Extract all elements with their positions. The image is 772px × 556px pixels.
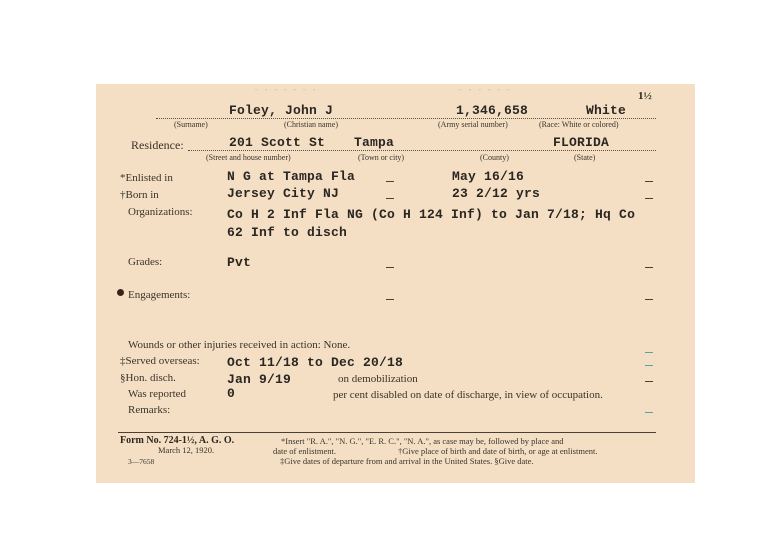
faint-top-right-text: - - - - - - [458, 86, 511, 95]
field-dash [386, 198, 394, 199]
was-reported-label: Was reported [128, 388, 187, 400]
born-value: Jersey City NJ [227, 186, 340, 201]
footnote-line-2b: †Give place of birth and date of birth, or age at enlistment. [398, 446, 598, 456]
was-reported-suffix: per cent disabled on date of discharge, in view of occupation. [333, 389, 603, 401]
residence-label: Residence: [131, 138, 184, 152]
grades-label: Grades: [128, 256, 163, 268]
residence-row-rule [188, 150, 656, 151]
form-code: 3—7658 [128, 457, 155, 466]
enlisted-label: *Enlisted in [120, 172, 173, 184]
town-caption: (Town or city) [358, 153, 405, 162]
state-caption: (State) [574, 153, 596, 162]
grades-value: Pvt [227, 255, 252, 270]
footnote-line-2a: date of enlistment. [273, 446, 337, 456]
punch-hole [117, 289, 124, 296]
field-dash [645, 181, 653, 182]
christian-name-caption: (Christian name) [284, 120, 338, 129]
footer-rule [118, 432, 656, 433]
state-value: FLORIDA [553, 135, 610, 150]
field-dash [386, 267, 394, 268]
field-dash [386, 181, 394, 182]
organizations-label: Organizations: [128, 206, 193, 218]
field-dash [645, 381, 653, 382]
field-dash [386, 299, 394, 300]
name-row-rule [156, 118, 656, 119]
town-value: Tampa [354, 135, 395, 150]
corner-number: 1½ [638, 90, 652, 102]
street-caption: (Street and house number) [206, 153, 291, 162]
form-number: Form No. 724-1½, A. G. O. [120, 435, 235, 446]
enlisted-value: N G at Tampa Fla [227, 169, 356, 184]
served-overseas-label: ‡Served overseas: [120, 355, 200, 367]
organizations-line-1: Co H 2 Inf Fla NG (Co H 124 Inf) to Jan 7/18; Hq Co [227, 207, 636, 222]
hon-disch-suffix: on demobilization [338, 373, 418, 385]
service-record-card [96, 84, 695, 483]
field-dash [645, 267, 653, 268]
faint-top-left-text: - - - - - - - [254, 86, 317, 95]
field-dash [645, 365, 653, 366]
hon-disch-value: Jan 9/19 [227, 372, 292, 387]
serial-number-caption: (Army serial number) [438, 120, 508, 129]
born-age-value: 23 2/12 yrs [452, 186, 541, 201]
born-label: †Born in [120, 189, 159, 201]
hon-disch-label: §Hon. disch. [120, 372, 176, 384]
surname-christian-name-value: Foley, John J [229, 103, 334, 118]
served-overseas-value: Oct 11/18 to Dec 20/18 [227, 355, 404, 370]
footnote-line-1: *Insert "R. A.", "N. G.", "E. R. C.", "N. A.", as case may be, followed by place and [281, 436, 564, 446]
engagements-label: Engagements: [128, 289, 191, 301]
remarks-label: Remarks: [128, 404, 171, 416]
street-value: 201 Scott St [229, 135, 326, 150]
county-caption: (County) [480, 153, 509, 162]
field-dash [645, 299, 653, 300]
enlisted-date-value: May 16/16 [452, 169, 525, 184]
organizations-line-2: 62 Inf to disch [227, 225, 348, 240]
footnote-line-3: ‡Give dates of departure from and arrival in the United States. §Give date. [280, 456, 534, 466]
field-dash [645, 198, 653, 199]
surname-caption: (Surname) [174, 120, 208, 129]
race-value: White [586, 103, 627, 118]
wounds-text: Wounds or other injuries received in action: None. [128, 339, 351, 351]
field-dash [645, 352, 653, 353]
form-date: March 12, 1920. [158, 445, 215, 455]
was-reported-value: 0 [227, 386, 236, 401]
field-dash [645, 412, 653, 413]
serial-number-value: 1,346,658 [456, 103, 529, 118]
race-caption: (Race: White or colored) [539, 120, 619, 129]
